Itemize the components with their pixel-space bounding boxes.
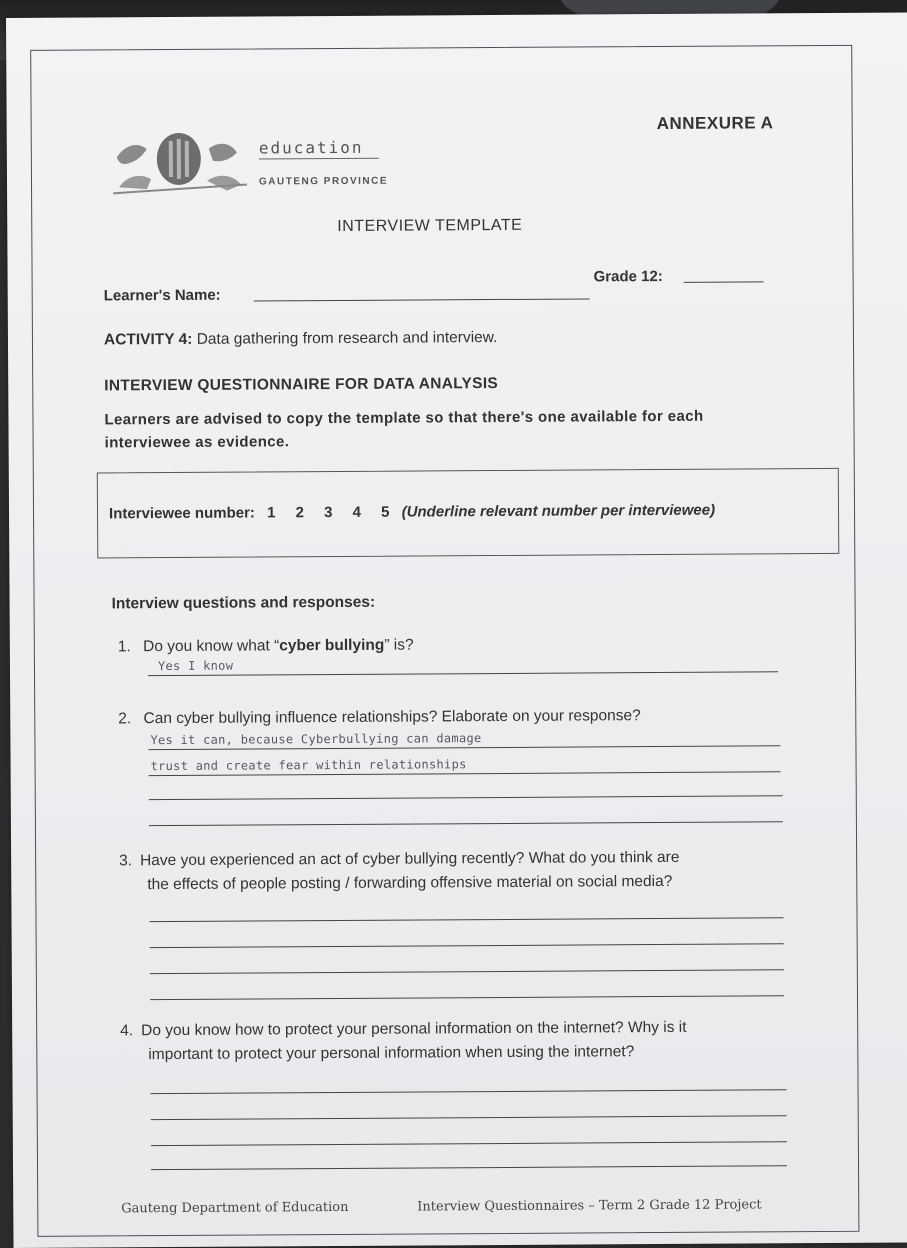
question-1-text-start: Do you know what “ bbox=[143, 637, 280, 656]
logo-province: GAUTENG PROVINCE bbox=[258, 175, 389, 188]
question-1-number: 1. bbox=[117, 638, 131, 656]
footer-left: Gauteng Department of Education bbox=[121, 1199, 349, 1217]
question-1-text-end: ” is? bbox=[384, 636, 414, 654]
question-1 bbox=[118, 634, 414, 660]
gauteng-crest-icon bbox=[107, 126, 257, 197]
advice-text: Learners are advised to copy the template so that there's one available for each interviewee as evidence. bbox=[104, 407, 704, 451]
question-2-number: 2. bbox=[118, 710, 132, 728]
document-title: INTERVIEW TEMPLATE bbox=[337, 216, 523, 235]
answer-1-handwriting: Yes I know bbox=[157, 658, 234, 674]
interviewee-number-5[interactable]: 5 bbox=[381, 503, 390, 521]
answer-2-handwriting-line-2: trust and create fear within relationships bbox=[150, 757, 467, 774]
question-3-text-line-1: Have you experienced an act of cyber bullying recently? What do you think are bbox=[140, 848, 680, 870]
logo-wordmark: education bbox=[258, 137, 364, 158]
question-4-text-line-1: Do you know how to protect your personal information on the internet? Why is it bbox=[141, 1018, 687, 1040]
interviewee-note: (Underline relevant number per interviewee) bbox=[401, 501, 716, 521]
activity-line bbox=[104, 329, 498, 349]
interviewee-number-4[interactable]: 4 bbox=[352, 503, 362, 521]
interviewee-label: Interviewee number: bbox=[108, 504, 255, 523]
grade-label: Grade 12: bbox=[593, 267, 663, 286]
question-1-term: cyber bullying bbox=[279, 636, 385, 655]
question-3 bbox=[119, 845, 799, 897]
question-4-text-line-2: important to protect your personal information when using the internet? bbox=[148, 1043, 635, 1064]
document-page bbox=[6, 12, 907, 1247]
question-4 bbox=[120, 1015, 810, 1067]
question-3-number: 3. bbox=[119, 852, 133, 870]
footer-right: Interview Questionnaires – Term 2 Grade 12 Project bbox=[417, 1197, 762, 1215]
learner-name-label: Learner's Name: bbox=[103, 286, 221, 305]
activity-label: ACTIVITY 4: bbox=[103, 330, 193, 349]
question-2 bbox=[118, 704, 641, 731]
question-2-text: Can cyber bullying influence relationships? Elaborate on your response? bbox=[143, 707, 641, 728]
interviewee-number-2[interactable]: 2 bbox=[295, 504, 305, 522]
interviewee-number-3[interactable]: 3 bbox=[324, 504, 333, 522]
answer-2-handwriting-line-1: Yes it can, because Cyberbullying can damage bbox=[150, 731, 482, 748]
interviewee-number-1[interactable]: 1 bbox=[267, 504, 276, 522]
questionnaire-heading: INTERVIEW QUESTIONNAIRE FOR DATA ANALYSIS bbox=[104, 375, 499, 395]
question-3-text-line-2: the effects of people posting / forwarding offensive material on social media? bbox=[147, 872, 673, 894]
question-4-number: 4. bbox=[120, 1022, 134, 1040]
annexure-label: ANNEXURE A bbox=[656, 113, 774, 134]
responses-heading: Interview questions and responses: bbox=[111, 593, 376, 613]
activity-text: Data gathering from research and interview. bbox=[196, 329, 498, 348]
